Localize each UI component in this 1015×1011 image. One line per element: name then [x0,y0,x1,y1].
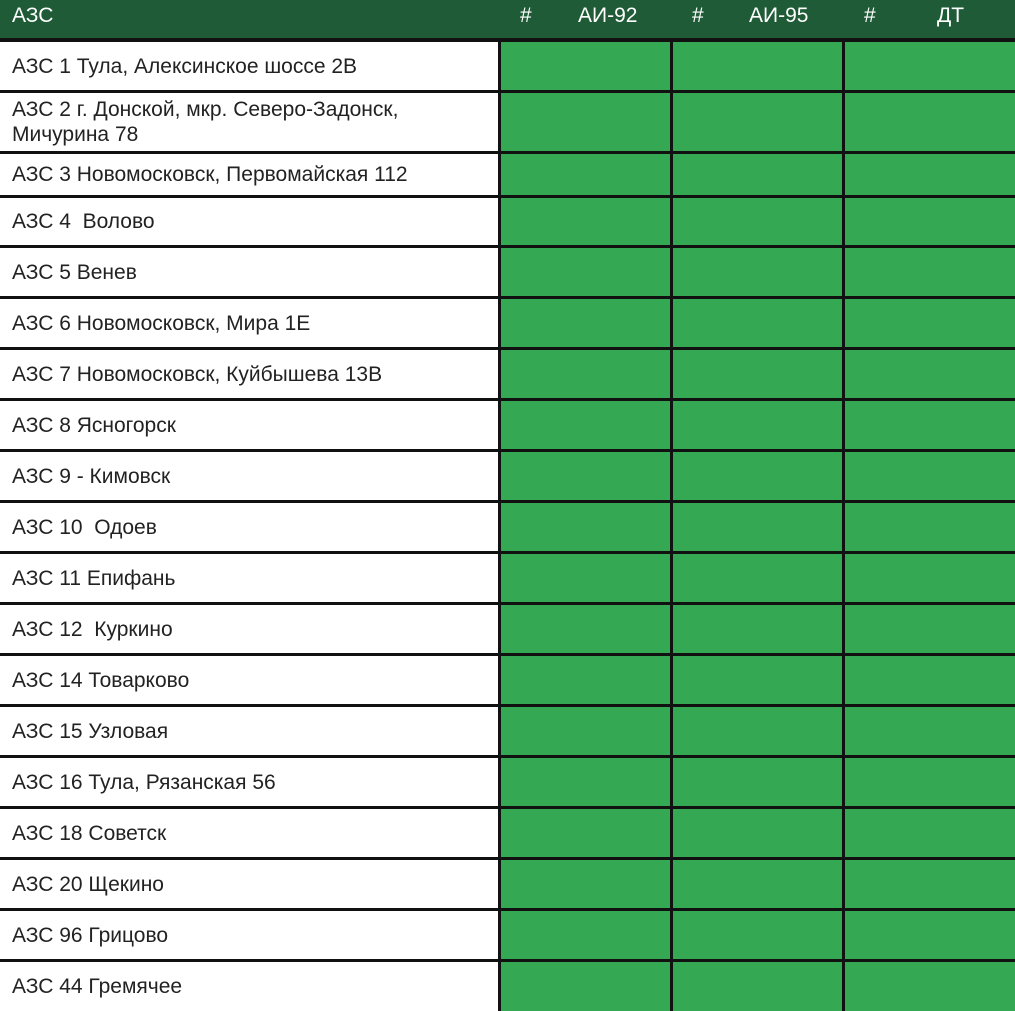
station-name-cell [0,758,498,806]
dt-cell [845,656,1015,704]
ai95-cell [673,605,842,653]
dt-column-header: ДТ [937,4,965,27]
table-row [0,605,1015,653]
ai95-cell [673,656,842,704]
dt-cell [845,198,1015,245]
station-column-header: АЗС [12,4,54,27]
station-name-cell [0,401,498,449]
station-name: АЗС 3 Новомосковск, Первомайская 112 [12,163,408,186]
ai92-cell [501,93,670,151]
table-row [0,248,1015,296]
table-row [0,860,1015,908]
ai92-cell [501,707,670,755]
station-name-cell [0,605,498,653]
dt-cell [845,860,1015,908]
ai95-cell [673,554,842,602]
ai92-cell [501,299,670,347]
dt-hash-header: # [864,4,876,27]
ai92-cell [501,656,670,704]
station-name-cell [0,198,498,245]
ai95-cell [673,758,842,806]
table-row [0,758,1015,806]
station-name: АЗС 8 Ясногорск [12,413,176,437]
ai92-cell [501,605,670,653]
ai92-cell [501,248,670,296]
ai95-cell [673,503,842,551]
ai95-cell [673,452,842,500]
dt-cell [845,809,1015,857]
ai92-cell [501,401,670,449]
dt-cell [845,42,1015,90]
table-row [0,707,1015,755]
station-name-cell [0,93,498,151]
table-row [0,198,1015,245]
station-name-cell [0,248,498,296]
ai92-cell [501,198,670,245]
station-name-cell [0,350,498,398]
table-row [0,656,1015,704]
dt-cell [845,452,1015,500]
station-name: АЗС 15 Узловая [12,719,169,743]
table-row [0,93,1015,151]
dt-cell [845,350,1015,398]
ai95-cell [673,962,842,1011]
table-row [0,809,1015,857]
ai95-cell [673,248,842,296]
station-name: АЗС 1 Тула, Алексинское шоссе 2В [12,54,358,78]
dt-cell [845,154,1015,195]
table-row [0,350,1015,398]
station-name-cell [0,707,498,755]
ai92-cell [501,452,670,500]
dt-cell [845,93,1015,151]
table-row [0,42,1015,90]
station-name: АЗС 4 Волово [12,210,155,233]
dt-cell [845,911,1015,959]
ai92-cell [501,503,670,551]
ai92-cell [501,554,670,602]
ai95-cell [673,350,842,398]
station-name-cell [0,554,498,602]
dt-cell [845,554,1015,602]
table-row [0,452,1015,500]
table-header [0,0,1015,38]
ai95-cell [673,299,842,347]
dt-cell [845,299,1015,347]
ai92-cell [501,911,670,959]
station-name-cell [0,299,498,347]
dt-cell [845,707,1015,755]
station-name: АЗС 6 Новомосковск, Мира 1Е [12,311,311,335]
station-name: АЗС 20 Щекино [12,872,164,896]
station-name-cell [0,911,498,959]
station-name: АЗС 18 Советск [12,821,167,845]
station-name: АЗС 44 Гремячее [12,975,183,998]
dt-cell [845,758,1015,806]
ai92-cell [501,809,670,857]
table-row [0,962,1015,1011]
table-row [0,401,1015,449]
table-row [0,911,1015,959]
table-row [0,503,1015,551]
ai92-cell [501,350,670,398]
station-name-cell [0,962,498,1011]
ai92-hash-header: # [520,4,532,27]
ai95-column-header: АИ-95 [749,4,809,27]
station-name-cell [0,809,498,857]
table-row [0,299,1015,347]
station-name: АЗС 12 Куркино [12,617,173,641]
station-name: АЗС 5 Венев [12,260,137,284]
ai95-hash-header: # [692,4,704,27]
ai95-cell [673,707,842,755]
ai92-cell [501,962,670,1011]
station-name: АЗС 7 Новомосковск, Куйбышева 13В [12,362,383,386]
ai92-cell [501,860,670,908]
station-name: АЗС 2 г. Донской, мкр. Северо-Задонск, Мичурина 78 [12,98,405,146]
ai95-cell [673,154,842,195]
station-name-cell [0,860,498,908]
dt-cell [845,401,1015,449]
station-name: АЗС 16 Тула, Рязанская 56 [12,770,276,794]
station-name: АЗС 14 Товарково [12,668,190,692]
station-name-cell [0,154,498,195]
ai92-cell [501,42,670,90]
station-name-cell [0,42,498,90]
table-row [0,554,1015,602]
ai95-cell [673,93,842,151]
dt-cell [845,605,1015,653]
dt-cell [845,962,1015,1011]
table-row [0,154,1015,195]
ai92-cell [501,758,670,806]
ai92-column-header: АИ-92 [578,4,638,27]
station-name-cell [0,503,498,551]
ai95-cell [673,198,842,245]
dt-cell [845,248,1015,296]
station-name: АЗС 96 Грицово [12,923,169,947]
ai95-cell [673,911,842,959]
dt-cell [845,503,1015,551]
station-name: АЗС 11 Епифань [12,566,176,590]
station-name: АЗС 9 - Кимовск [12,464,171,488]
ai95-cell [673,809,842,857]
station-name: АЗС 10 Одоев [12,515,157,539]
ai95-cell [673,860,842,908]
station-name-cell [0,452,498,500]
ai95-cell [673,401,842,449]
ai95-cell [673,42,842,90]
ai92-cell [501,154,670,195]
station-name-cell [0,656,498,704]
